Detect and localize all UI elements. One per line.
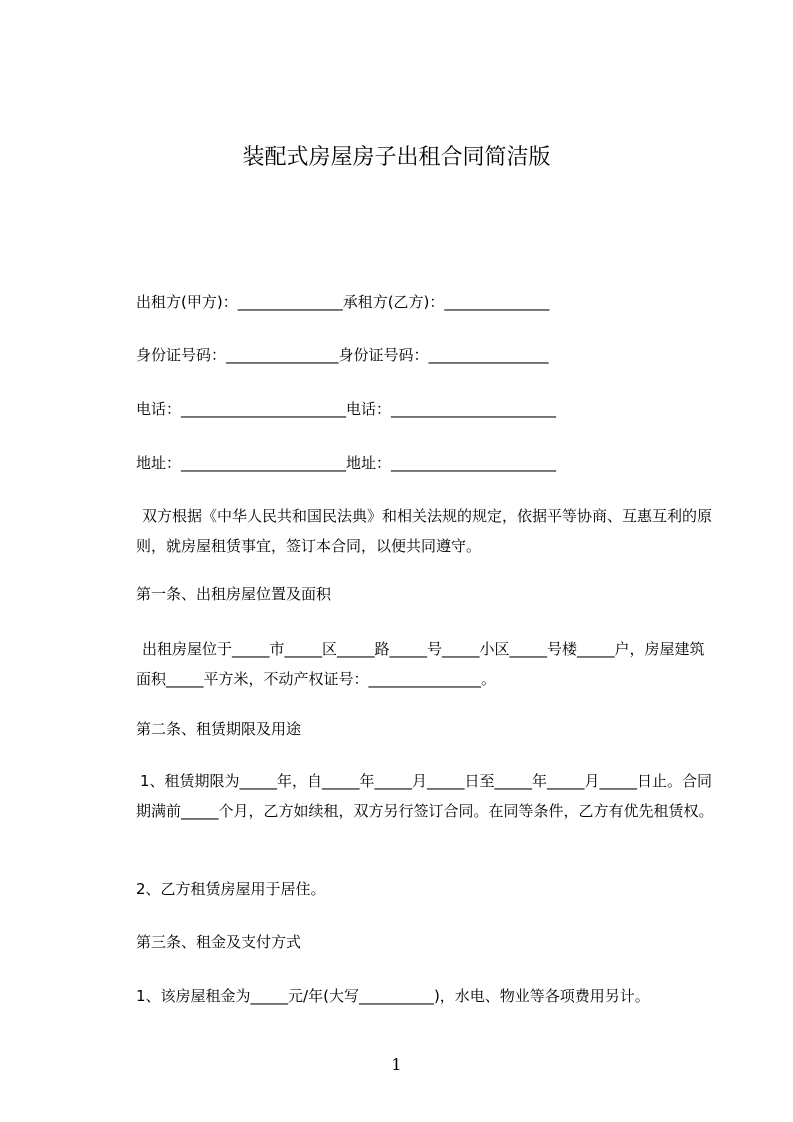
phone-line: 电话：______________________电话：______________________ — [136, 400, 557, 418]
article-3-heading: 第三条、租金及支付方式 — [136, 933, 302, 951]
article-3-item-1: 1、该房屋租金为_____元/年(大写__________)，水电、物业等各项费用另计。 — [136, 987, 650, 1005]
lessor-lessee-line: 出租方(甲方)：______________承租方(乙方)：______________ — [136, 293, 550, 311]
id-number-line: 身份证号码：_______________身份证号码：________________ — [136, 346, 549, 364]
address-line: 地址：______________________地址：______________________ — [136, 454, 557, 472]
article-2-item-1: 1、租赁期限为_____年，自_____年_____月_____日至_____年_____月_____日止。合同期满前_____个月，乙方如续租，双方另行签订合同。在同等条件，乙方有优先租赁权。 — [136, 772, 714, 820]
article-1-text: 出租房屋位于_____市_____区_____路_____号_____小区_____号楼_____户，房屋建筑面积_____平方米，不动产权证号：_______________。 — [136, 640, 705, 688]
article-1-heading: 第一条、出租房屋位置及面积 — [136, 585, 332, 603]
document-title: 装配式房屋房子出租合同简洁版 — [242, 145, 551, 170]
article-2-item-2: 2、乙方租赁房屋用于居住。 — [136, 880, 326, 898]
article-2-heading: 第二条、租赁期限及用途 — [136, 720, 302, 738]
page-number: 1 — [391, 1055, 402, 1074]
preamble-paragraph: 双方根据《中华人民共和国民法典》和相关法规的规定，依据平等协商、互惠互利的原则，就房屋租赁事宜，签订本合同，以便共同遵守。 — [136, 507, 713, 555]
